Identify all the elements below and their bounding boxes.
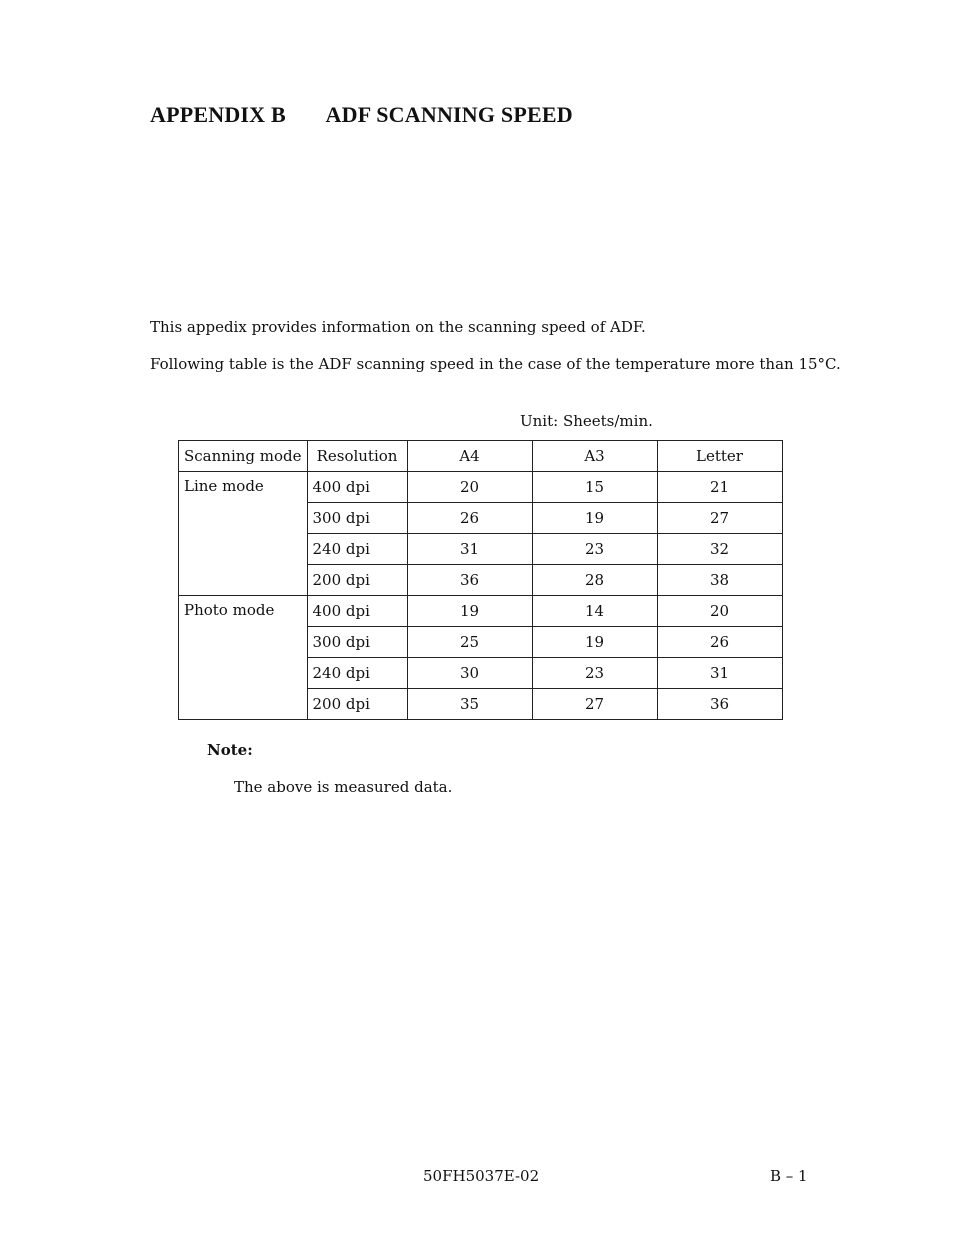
appendix-heading: [150, 102, 573, 128]
a4-speed-cell: 36: [407, 565, 532, 596]
header-resolution: Resolution: [307, 441, 407, 472]
footer-document-code: 50FH5037E-02: [423, 1167, 540, 1185]
a3-speed-cell: 19: [532, 627, 657, 658]
resolution-cell: 240 dpi: [307, 534, 407, 565]
resolution-cell: 400 dpi: [307, 472, 407, 503]
note-text: The above is measured data.: [234, 778, 453, 796]
footer-page-number: B – 1: [770, 1167, 808, 1185]
letter-speed-cell: 32: [657, 534, 782, 565]
a3-speed-cell: 19: [532, 503, 657, 534]
resolution-cell: 300 dpi: [307, 503, 407, 534]
header-a3: A3: [532, 441, 657, 472]
table-description-paragraph: Following table is the ADF scanning speed in the case of the temperature more than 15°C.: [150, 355, 841, 373]
letter-speed-cell: 26: [657, 627, 782, 658]
resolution-cell: 300 dpi: [307, 627, 407, 658]
letter-speed-cell: 21: [657, 472, 782, 503]
header-a4: A4: [407, 441, 532, 472]
resolution-cell: 240 dpi: [307, 658, 407, 689]
header-letter: Letter: [657, 441, 782, 472]
intro-paragraph: This appedix provides information on the scanning speed of ADF.: [150, 318, 646, 336]
scanning-speed-table: [178, 440, 783, 720]
table-unit-label: Unit: Sheets/min.: [520, 412, 653, 430]
a3-speed-cell: 23: [532, 658, 657, 689]
table-body: [179, 472, 783, 720]
a4-speed-cell: 35: [407, 689, 532, 720]
letter-speed-cell: 31: [657, 658, 782, 689]
a4-speed-cell: 31: [407, 534, 532, 565]
letter-speed-cell: 20: [657, 596, 782, 627]
table-row: [179, 596, 783, 627]
letter-speed-cell: 38: [657, 565, 782, 596]
a4-speed-cell: 19: [407, 596, 532, 627]
a3-speed-cell: 14: [532, 596, 657, 627]
note-label: Note:: [207, 741, 253, 759]
a3-speed-cell: 23: [532, 534, 657, 565]
scanning-mode-cell: Line mode: [179, 472, 308, 596]
header-scanning-mode: Scanning mode: [179, 441, 308, 472]
a4-speed-cell: 20: [407, 472, 532, 503]
a4-speed-cell: 30: [407, 658, 532, 689]
resolution-cell: 200 dpi: [307, 689, 407, 720]
a3-speed-cell: 15: [532, 472, 657, 503]
letter-speed-cell: 36: [657, 689, 782, 720]
letter-speed-cell: 27: [657, 503, 782, 534]
scanning-mode-cell: Photo mode: [179, 596, 308, 720]
resolution-cell: 200 dpi: [307, 565, 407, 596]
a4-speed-cell: 25: [407, 627, 532, 658]
appendix-label: APPENDIX B: [150, 102, 286, 127]
a3-speed-cell: 28: [532, 565, 657, 596]
resolution-cell: 400 dpi: [307, 596, 407, 627]
a4-speed-cell: 26: [407, 503, 532, 534]
a3-speed-cell: 27: [532, 689, 657, 720]
table-row: [179, 472, 783, 503]
appendix-title: ADF SCANNING SPEED: [325, 102, 573, 127]
table-header-row: [179, 441, 783, 472]
